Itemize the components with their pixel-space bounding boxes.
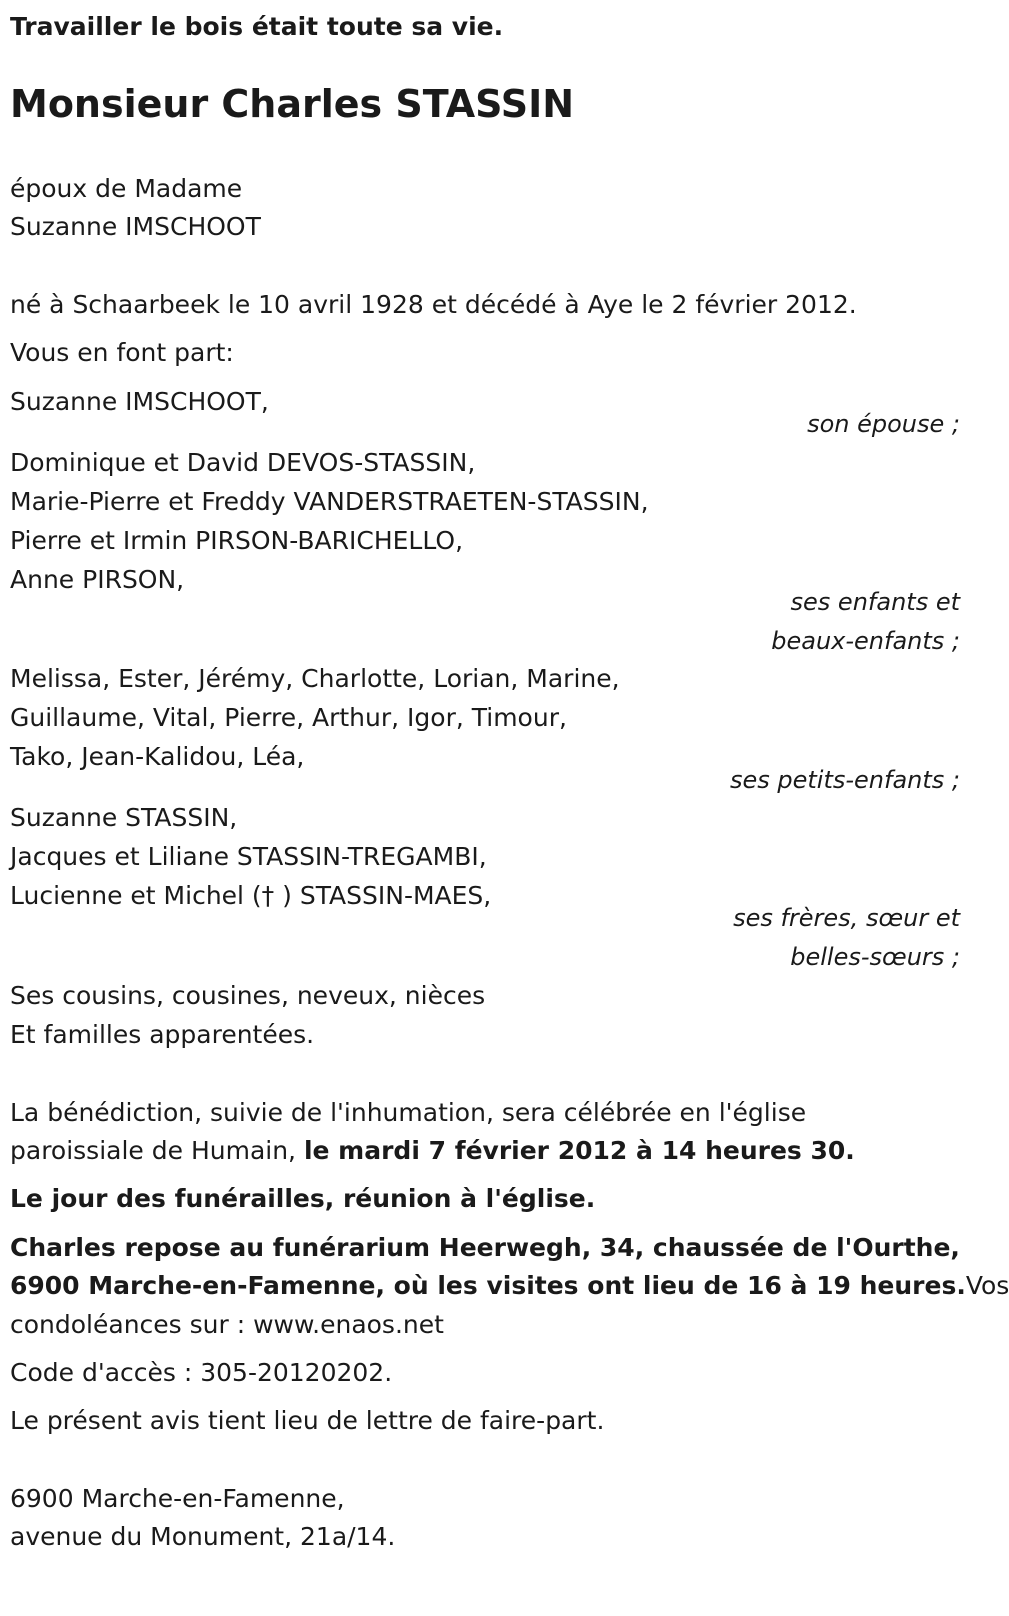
child-line: Pierre et Irmin PIRSON-BARICHELLO, [10,526,464,555]
spouse-line-1: époux de Madame [10,174,243,203]
ceremony-location: paroissiale de Humain, [10,1136,304,1165]
child-line: Anne PIRSON, [10,565,185,594]
spouse-line-2: Suzanne IMSCHOOT [10,212,261,241]
children-role-2: beaux-enfants ; [771,627,960,655]
notice-line: Le présent avis tient lieu de lettre de faire-part. [10,1406,605,1435]
sibling-line: Jacques et Liliane STASSIN-TREGAMBI, [10,842,487,871]
address-line-1: 6900 Marche-en-Famenne, [10,1484,345,1513]
grandchildren-role: ses petits-enfants ; [729,766,960,794]
funerarium-line-1: Charles repose au funérarium Heerwegh, 34, chaussée de l'Ourthe, [10,1233,960,1262]
sibling-line: Lucienne et Michel († ) STASSIN-MAES, [10,881,492,910]
ceremony-line-1: La bénédiction, suivie de l'inhumation, sera célébrée en l'église [10,1098,807,1127]
siblings-role-1: ses frères, sœur et [733,904,960,932]
ceremony-datetime: le mardi 7 février 2012 à 14 heures 30. [303,1136,855,1165]
intro-line: Vous en font part: [10,338,234,367]
address-line-2: avenue du Monument, 21a/14. [10,1522,396,1551]
child-line: Dominique et David DEVOS-STASSIN, [10,448,476,477]
reunion-line: Le jour des funérailles, réunion à l'église. [10,1184,596,1213]
grandchildren-line: Guillaume, Vital, Pierre, Arthur, Igor, Timour, [10,703,567,732]
ceremony-line-2 [10,1138,855,1163]
relatives-line: Ses cousins, cousines, neveux, nièces [10,981,486,1010]
spouse-role: son épouse ; [807,410,960,438]
sibling-line: Suzanne STASSIN, [10,803,238,832]
grandchildren-line: Tako, Jean-Kalidou, Léa, [10,742,305,771]
child-line: Marie-Pierre et Freddy VANDERSTRAETEN-STASSIN, [10,487,649,516]
deceased-name: Monsieur Charles STASSIN [10,82,575,126]
access-code: Code d'accès : 305-20120202. [10,1358,393,1387]
siblings-role-2: belles-sœurs ; [790,943,960,971]
children-role-1: ses enfants et [790,588,960,616]
condolences-line: condoléances sur : www.enaos.net [10,1310,444,1339]
motto: Travailler le bois était toute sa vie. [10,12,504,41]
condolences-start: Vos [965,1271,1009,1300]
spouse-name: Suzanne IMSCHOOT, [10,387,269,416]
visiting-hours: 6900 Marche-en-Famenne, où les visites ont lieu de 16 à 19 heures. [10,1271,966,1300]
relatives-line: Et familles apparentées. [10,1020,315,1049]
funerarium-line-2 [10,1273,1009,1298]
grandchildren-line: Melissa, Ester, Jérémy, Charlotte, Lorian, Marine, [10,664,620,693]
birth-death-line: né à Schaarbeek le 10 avril 1928 et décédé à Aye le 2 février 2012. [10,290,857,319]
